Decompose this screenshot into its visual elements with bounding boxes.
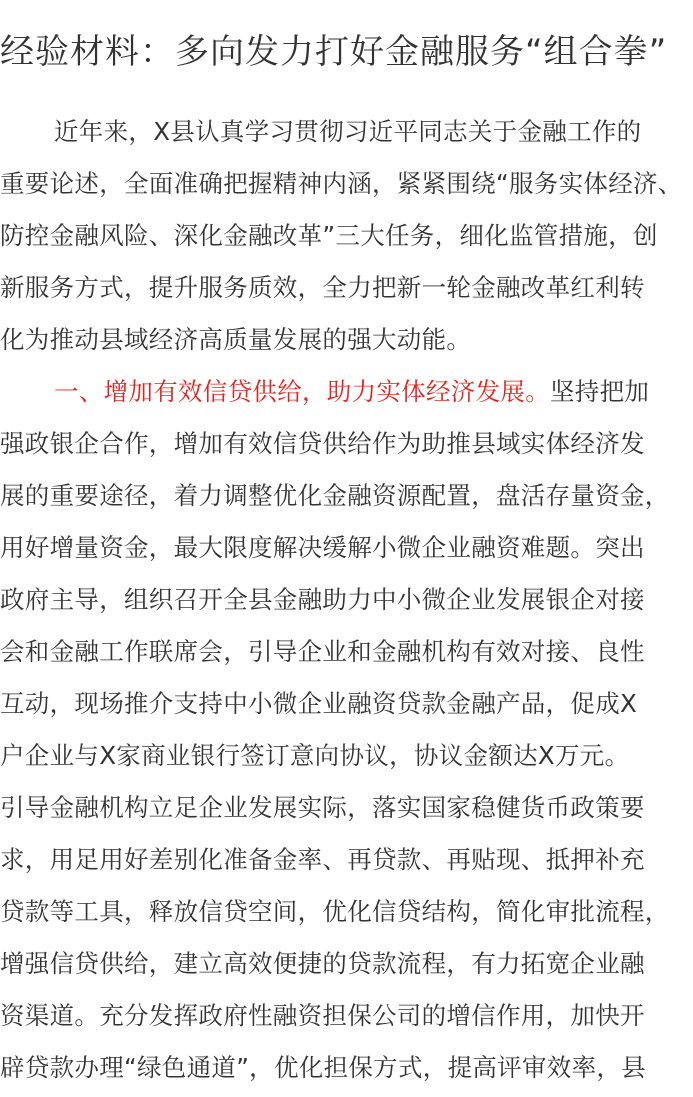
- article-title: 经验材料：多向发力打好金融服务“组合拳”: [0, 32, 668, 72]
- paragraph-line: 资渠道。充分发挥政府性融资担保公司的增信作用，加快开: [0, 1001, 645, 1030]
- paragraph-line: 贷款等工具，释放信贷空间，优化信贷结构，简化审批流程，: [0, 897, 670, 926]
- paragraph-line: 政府主导，组织召开全县金融助力中小微企业发展银企对接: [0, 585, 645, 614]
- paragraph-line: 防控金融风险、深化金融改革”三大任务，细化监管措施，创: [0, 221, 658, 250]
- paragraph-line: 展的重要途径，着力调整优化金融资源配置，盘活存量资金，: [0, 481, 670, 510]
- paragraph-line: 互动，现场推介支持中小微企业融资贷款金融产品，促成X: [0, 689, 638, 718]
- section-line: [0, 366, 693, 418]
- paragraph-line: 增强信贷供给，建立高效便捷的贷款流程，有力拓宽企业融: [0, 949, 645, 978]
- paragraph-line: 重要论述，全面准确把握精神内涵，紧紧围绕“服务实体经济、: [0, 169, 683, 198]
- paragraph-line: 用好增量资金，最大限度解决缓解小微企业融资难题。突出: [0, 533, 645, 562]
- paragraph-line: 近年来，X县认真学习贯彻习近平同志关于金融工作的: [54, 117, 642, 146]
- section-heading: 一、增加有效信贷供给，助力实体经济发展。: [54, 377, 550, 406]
- paragraph-line: 新服务方式，提升服务质效，全力把新一轮金融改革红利转: [0, 273, 645, 302]
- paragraph-line: 会和金融工作联席会，引导企业和金融机构有效对接、良性: [0, 637, 645, 666]
- section-line-rest: 坚持把加: [550, 377, 650, 406]
- paragraph-line: 辟贷款办理“绿色通道”，优化担保方式，提高评审效率，县: [0, 1053, 646, 1082]
- paragraph-line: 户企业与X家商业银行签订意向协议，协议金额达X万元。: [0, 741, 630, 770]
- article-body: [0, 106, 693, 1094]
- paragraph-line: 引导金融机构立足企业发展实际，落实国家稳健货币政策要: [0, 793, 645, 822]
- paragraph-line: 强政银企合作，增加有效信贷供给作为助推县域实体经济发: [0, 429, 645, 458]
- paragraph-line: 求，用足用好差别化准备金率、再贷款、再贴现、抵押补充: [0, 845, 645, 874]
- paragraph-line: 化为推动县域经济高质量发展的强大动能。: [0, 325, 472, 354]
